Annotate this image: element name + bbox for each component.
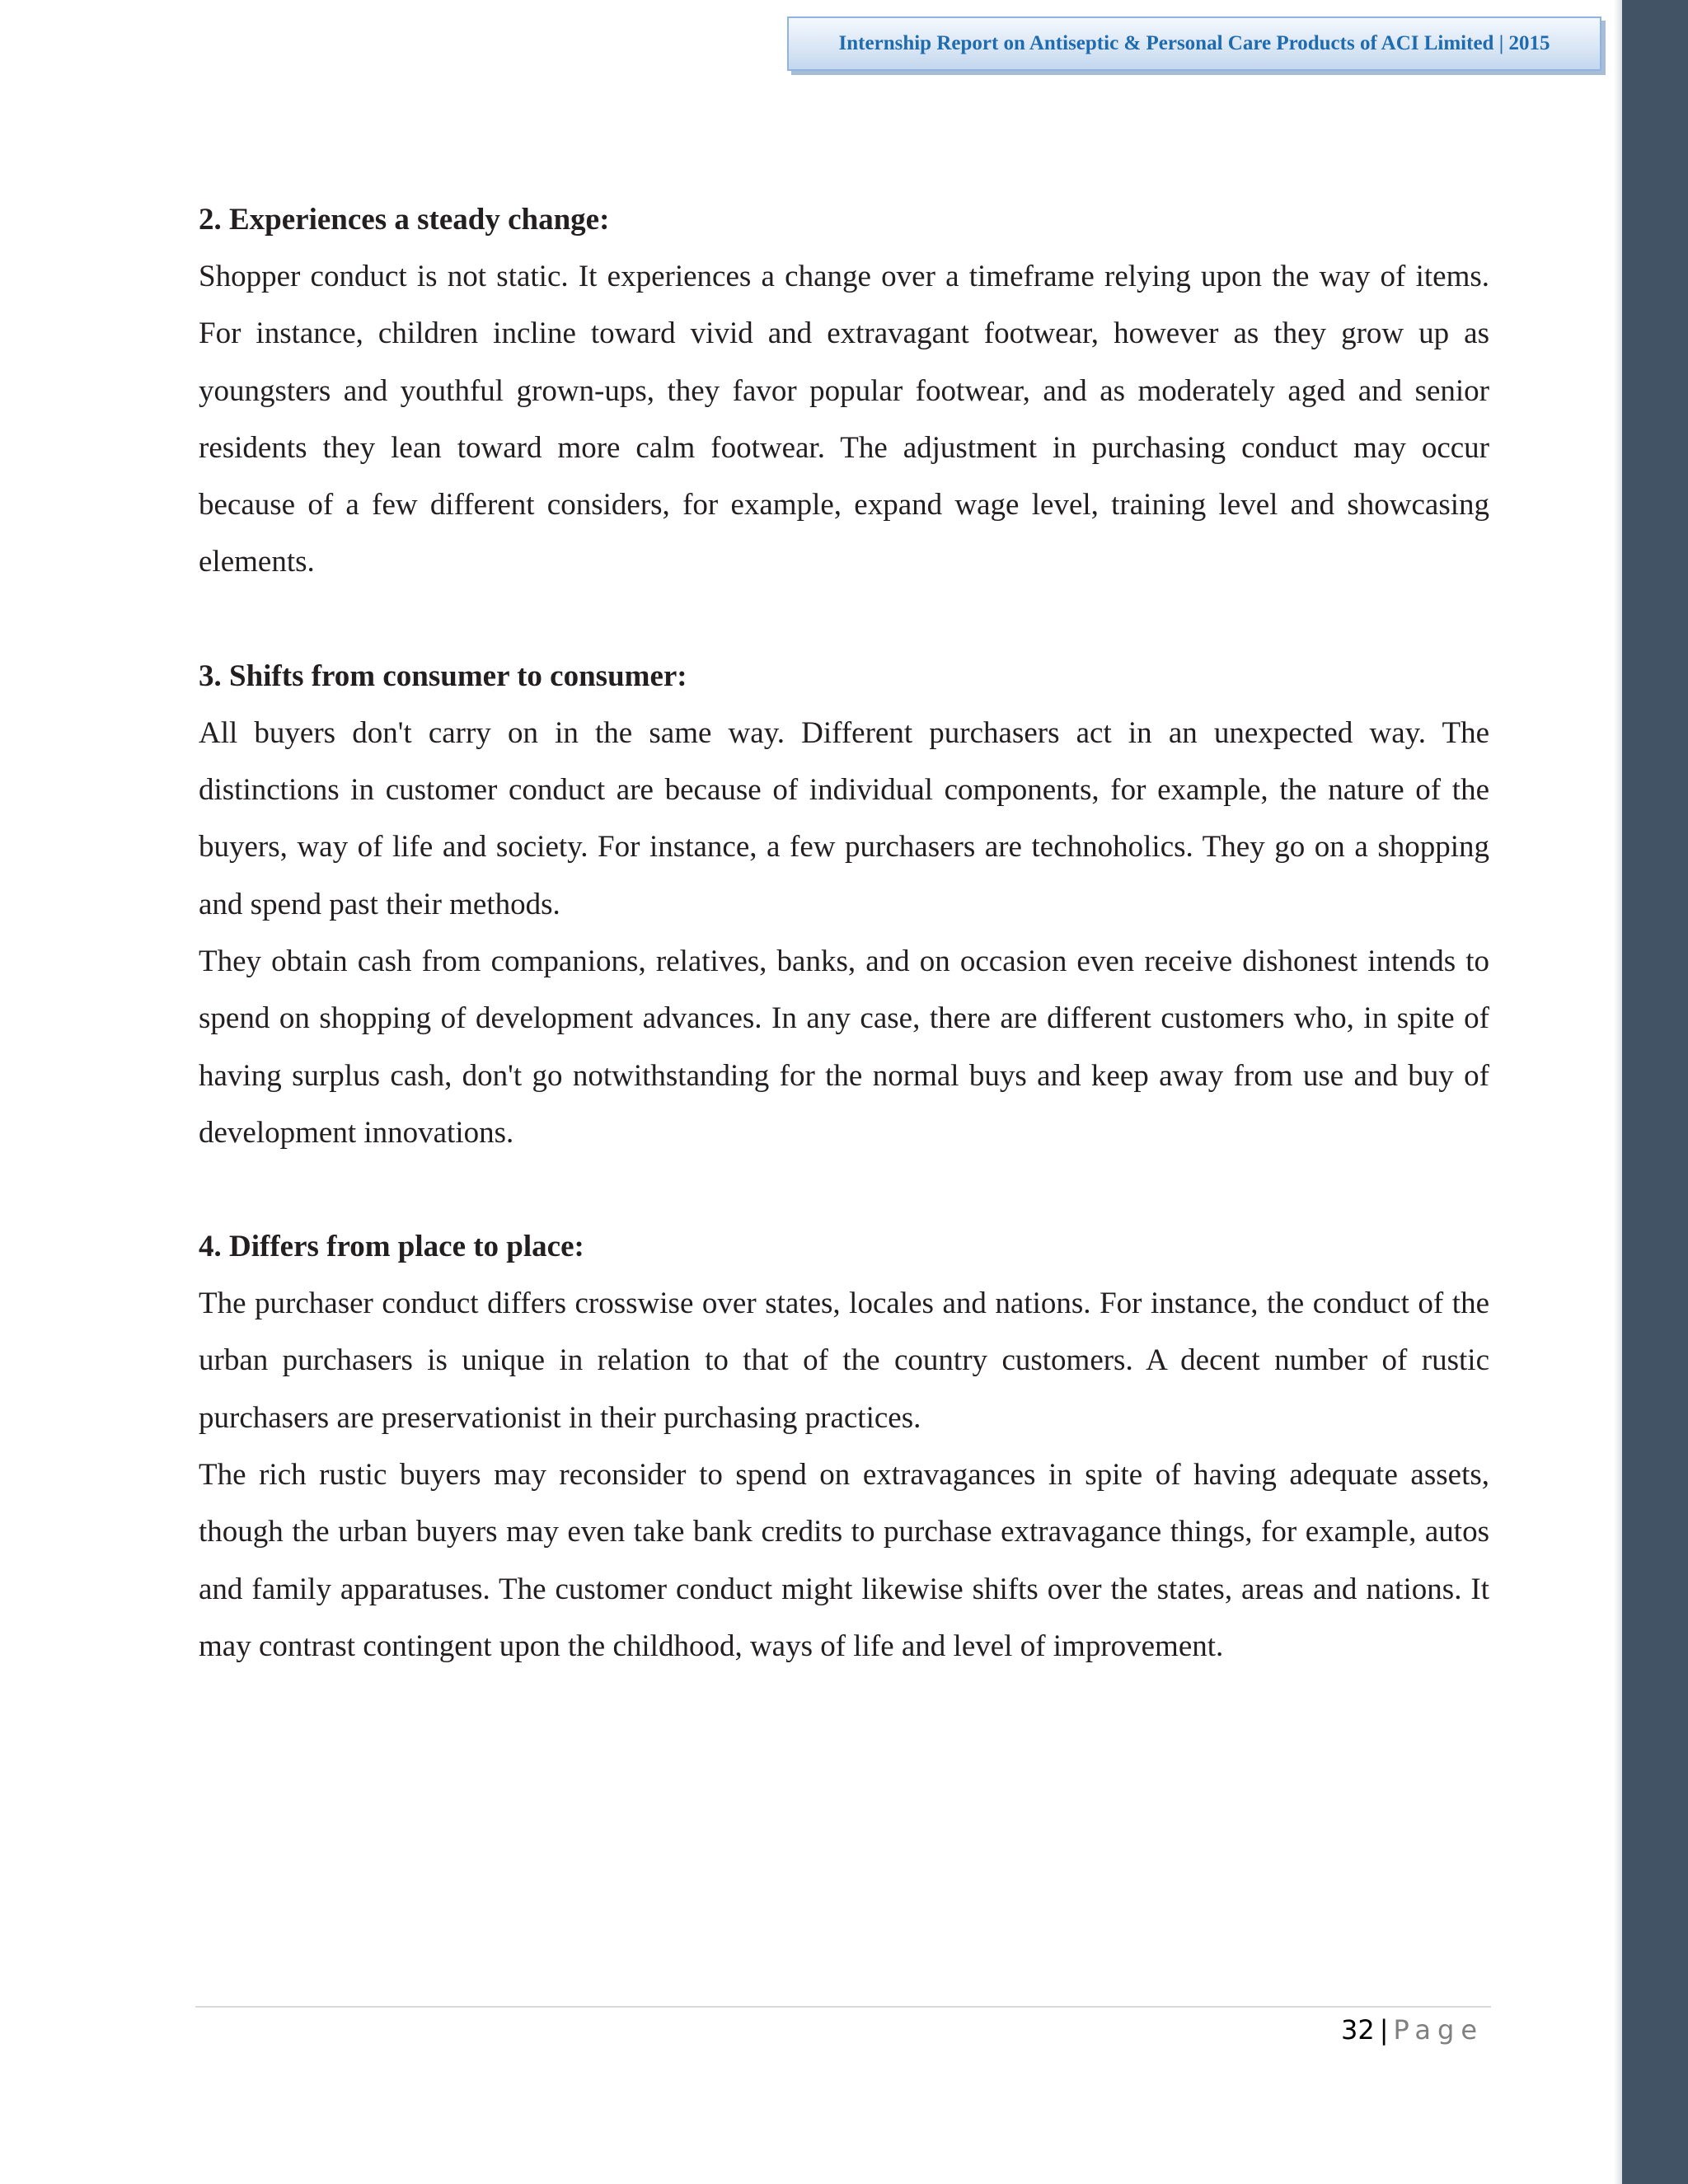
paragraph: The rich rustic buyers may reconsider to spend on extravagances in spite of having adequate assets, though the urban buyers may even take bank credits to purchase extravagance things, for example, autos and family apparatuses. The customer conduct might likewise shifts over the states, areas and nations. It may contrast contingent upon the childhood, ways of life and level of improvement. [199,1458,1489,1663]
section-heading: 4. Differs from place to place: [199,1230,584,1264]
page-number [1341,2012,1484,2048]
paragraph: The purchaser conduct differs crosswise over states, locales and nations. For instance, the conduct of the urban purchasers is unique in relation to that of the country customers. A decent number of rustic purchasers are preservationist in their purchasing practices. [199,1286,1489,1435]
footer-divider [195,2006,1491,2008]
section-consumer-shifts [199,648,1489,1161]
section-place-differences [199,1218,1489,1675]
section-heading: 3. Shifts from consumer to consumer: [199,658,687,693]
side-band [1622,0,1688,2184]
header-title: Internship Report on Antiseptic & Personal Care Products of ACI Limited | 2015 [838,32,1550,54]
page-label: Page [1393,2014,1484,2046]
page-number-separator: | [1379,2014,1389,2046]
section-heading: 2. Experiences a steady change: [199,203,610,237]
document-body [199,191,1489,1675]
paragraph: They obtain cash from companions, relatives, banks, and on occasion even receive dishonest intends to spend on shopping of development advances. In any case, there are different customers who, in spite of having surplus cash, don't go notwithstanding for the normal buys and keep away from use and buy of development innovations. [199,944,1489,1150]
header-banner [787,16,1601,71]
section-steady-change [199,191,1489,591]
paragraph: Shopper conduct is not static. It experiences a change over a timeframe relying upon the way of items. For instance, children incline toward vivid and extravagant footwear, however as they grow up as youngsters and youthful grown-ups, they favor popular footwear, and as moderately aged and senior residents they lean toward more calm footwear. The adjustment in purchasing conduct may occur because of a few different considers, for example, expand wage level, training level and showcasing elements. [199,260,1489,579]
paragraph: All buyers don't carry on in the same way. Different purchasers act in an unexpected way. The distinctions in customer conduct are because of individual components, for example, the nature of the buyers, way of life and society. For instance, a few purchasers are technoholics. They go on a shopping and spend past their methods. [199,715,1489,921]
page-number-value: 32 [1341,2014,1375,2046]
page-edge-shadow [1614,0,1622,2184]
